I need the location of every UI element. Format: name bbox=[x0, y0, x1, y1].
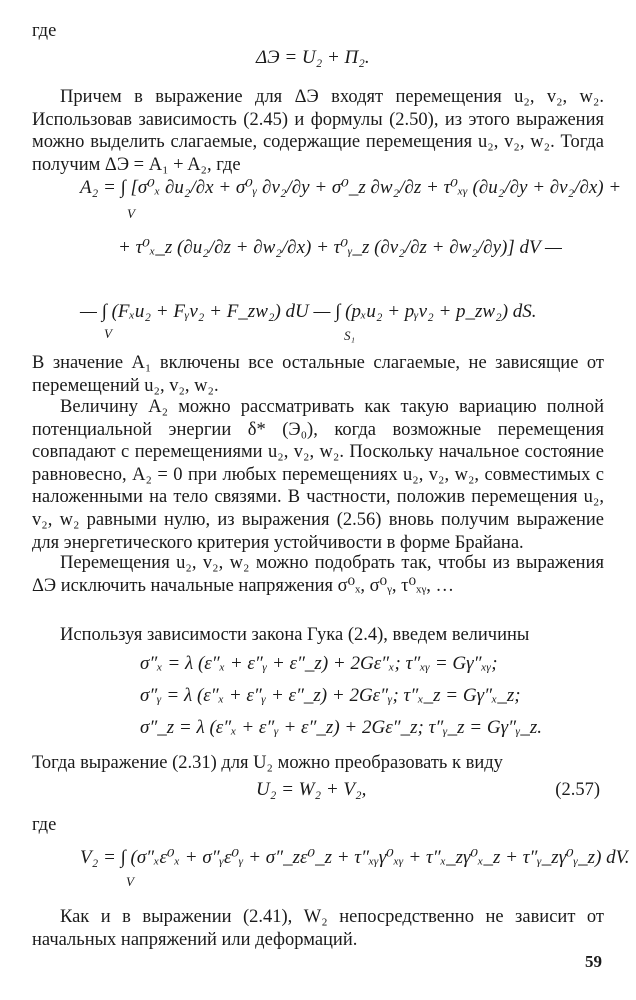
equation-V2: V₂ = ∫ (σ″ₓε⁰ₓ + σ″ᵧε⁰ᵧ + σ″_zε⁰_z + τ″ₓᵧγ⁰ₓᵧ + τ″ₓ_zγ⁰ₓ_z + τ″ᵧ_zγ⁰ᵧ_z) dV. bbox=[80, 847, 630, 868]
paragraph-7: Как и в выражении (2.41), W₂ непосредственно не зависит от начальных напряжений или деформаций. bbox=[32, 907, 604, 950]
equation-delta-energy: ΔЭ = U₂ + Π₂. bbox=[256, 47, 370, 68]
equation-A2-line-3-subscript-S: S₁ bbox=[344, 328, 356, 343]
paragraph-2: В значение A₁ включены все остальные слагаемые, не зависящие от перемещений u₂, v₂, w₂. bbox=[32, 353, 604, 396]
equation-A2-line-3-subscript-V: V bbox=[104, 326, 112, 341]
equation-U2: U₂ = W₂ + V₂, bbox=[256, 779, 367, 800]
label-where-1: где bbox=[32, 21, 57, 41]
paragraph-6: Тогда выражение (2.31) для U₂ можно преобразовать к виду bbox=[32, 753, 503, 773]
label-where-2: где bbox=[32, 815, 57, 835]
paragraph-3: Величину A₂ можно рассматривать как такую вариацию полной потенциальной энергии δ* (Э₀), когда возможные перемещения совпадают с перемещениями u₂, v₂, w₂. Поскольку начальное состояние равновесно, A₂ = 0 при любых перемещениях u₂, v₂, w₂, совместимых с наложенными на тело связями. В частности, положив перемещения u₂, v₂, w₂ равными нулю, из выражения (2.56) вновь получим выражение для энергетического критерия устойчивости в форме Брайана. bbox=[32, 397, 604, 553]
paragraph-5: Используя зависимости закона Гука (2.4), введем величины bbox=[60, 625, 530, 645]
paragraph-4: Перемещения u₂, v₂, w₂ можно подобрать так, чтобы из выражения ΔЭ исключить начальные напряжения σ⁰ₓ, σ⁰ᵧ, τ⁰ₓᵧ, … bbox=[32, 553, 604, 596]
equation-A2-line-1-subscript: V bbox=[127, 206, 135, 221]
equation-hooke-2: σ″ᵧ = λ (ε″ₓ + ε″ᵧ + ε″_z) + 2Gε″ᵧ; τ″ₓ_z = Gγ″ₓ_z; bbox=[140, 685, 521, 706]
page-number: 59 bbox=[585, 952, 602, 971]
equation-hooke-3: σ″_z = λ (ε″ₓ + ε″ᵧ + ε″_z) + 2Gε″_z; τ″ᵧ_z = Gγ″ᵧ_z. bbox=[140, 717, 543, 738]
equation-A2-line-2: + τ⁰ₓ_z (∂u₂/∂z + ∂w₂/∂x) + τ⁰ᵧ_z (∂v₂/∂z + ∂w₂/∂y)] dV — bbox=[118, 237, 562, 258]
equation-hooke-1: σ″ₓ = λ (ε″ₓ + ε″ᵧ + ε″_z) + 2Gε″ₓ; τ″ₓᵧ = Gγ″ₓᵧ; bbox=[140, 653, 498, 674]
equation-number-2-57: (2.57) bbox=[555, 780, 600, 800]
equation-V2-subscript: V bbox=[126, 874, 134, 889]
equation-A2-line-1: A₂ = ∫ [σ⁰ₓ ∂u₂/∂x + σ⁰ᵧ ∂v₂/∂y + σ⁰_z ∂w₂/∂z + τ⁰ₓᵧ (∂u₂/∂y + ∂v₂/∂x) + bbox=[80, 177, 622, 198]
paragraph-1: Причем в выражение для ΔЭ входят перемещения u₂, v₂, w₂. Использовав зависимость (2.45) и формулы (2.50), из этого выражения можно выделить слагаемые, содержащие перемещения u₂, v₂, w₂. Тогда получим ΔЭ = A₁ + A₂, где bbox=[32, 87, 604, 175]
equation-A2-line-3: — ∫ (Fₓu₂ + Fᵧv₂ + F_zw₂) dU — ∫ (pₓu₂ + pᵧv₂ + p_zw₂) dS. bbox=[80, 301, 537, 322]
